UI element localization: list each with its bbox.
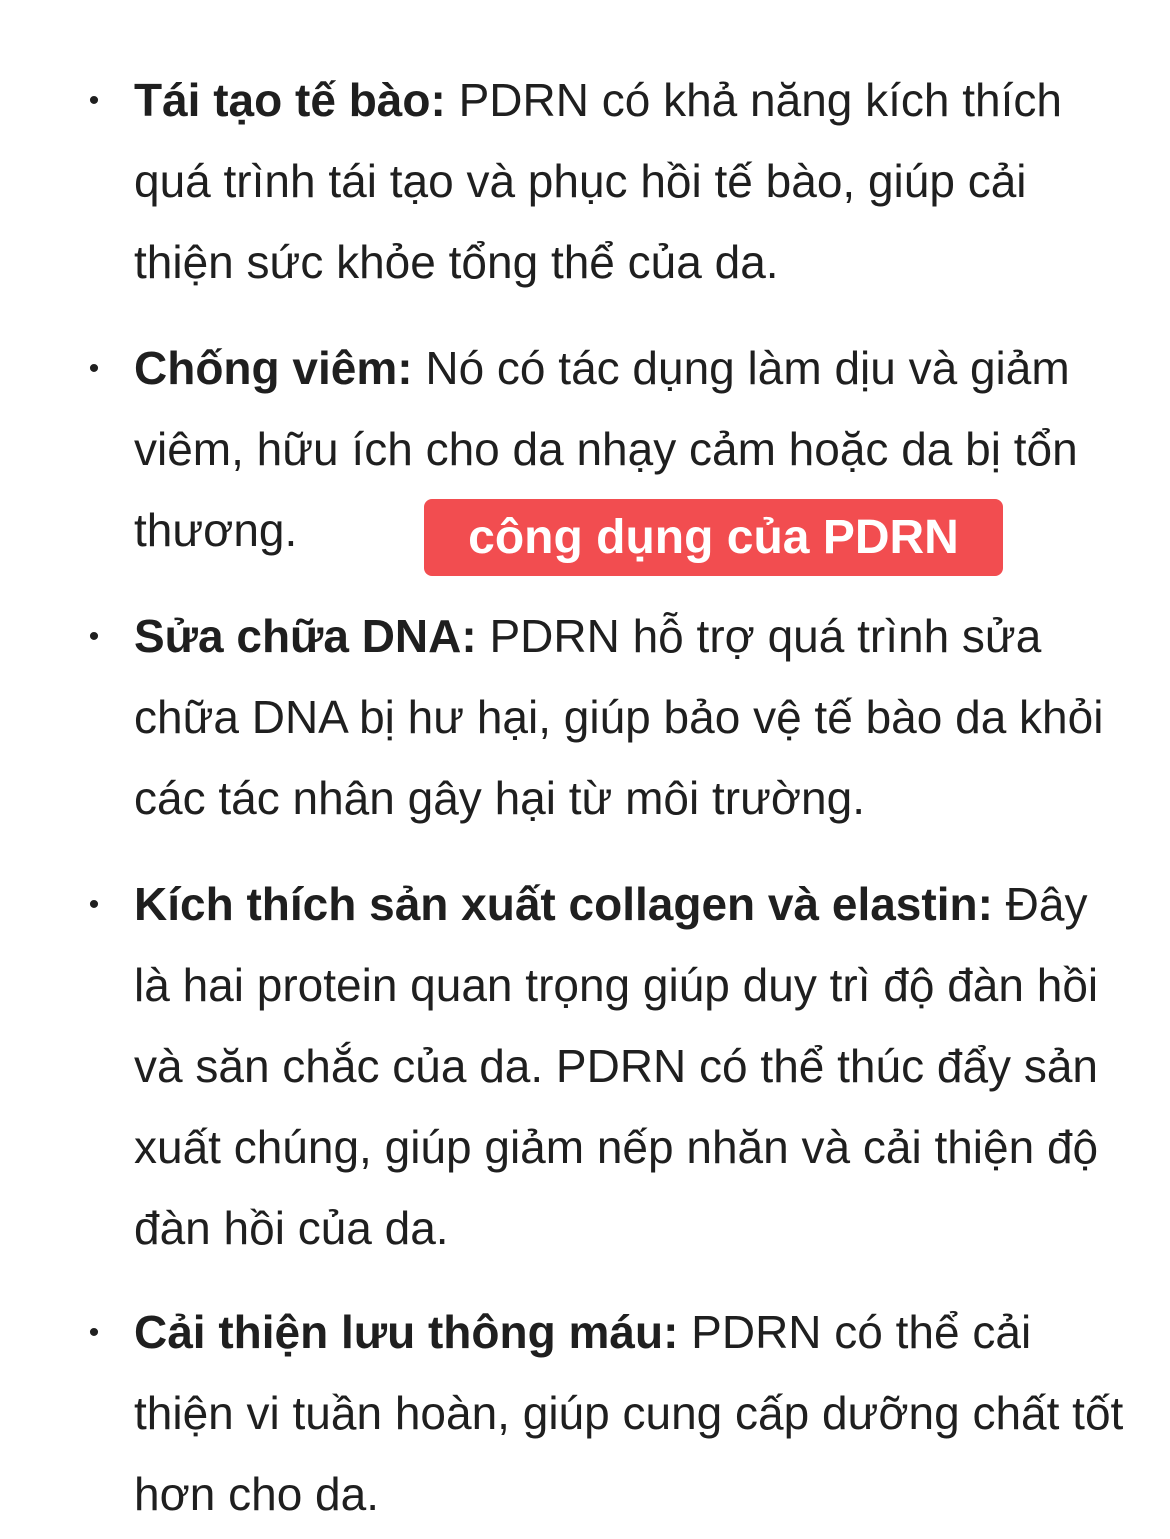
item-description: Đây là hai protein quan trọng giúp duy trì độ đàn hồi và săn chắc của da. PDRN có thể thúc đẩy sản xuất chúng, giúp giảm nếp nhăn và cải thiện độ đàn hồi của da. [134, 878, 1099, 1254]
list-item [88, 864, 1124, 1269]
item-description: PDRN có thể cải thiện vi tuần hoàn, giúp cung cấp dưỡng chất tốt hơn cho da. [134, 1306, 1124, 1520]
bullet-marker: • [88, 620, 100, 653]
list-item [88, 596, 1124, 839]
item-description: PDRN hỗ trợ quá trình sửa chữa DNA bị hư hại, giúp bảo vệ tế bào da khỏi các tác nhân gây hại từ môi trường. [134, 610, 1104, 824]
item-term: Cải thiện lưu thông máu: [134, 1306, 679, 1358]
item-description: PDRN có khả năng kích thích quá trình tái tạo và phục hồi tế bào, giúp cải thiện sức khỏe tổng thể của da. [134, 74, 1063, 288]
item-term: Tái tạo tế bào: [134, 74, 446, 126]
list-item [88, 60, 1124, 303]
item-description: Nó có tác dụng làm dịu và giảm viêm, hữu ích cho da nhạy cảm hoặc da bị tổn thương. [134, 342, 1078, 556]
title-badge: công dụng của PDRN [424, 499, 1003, 576]
bullet-marker: • [88, 84, 100, 117]
list-item [88, 1292, 1124, 1535]
item-term: Kích thích sản xuất collagen và elastin: [134, 878, 993, 930]
bullet-marker: • [88, 1316, 100, 1349]
item-term: Sửa chữa DNA: [134, 610, 477, 662]
bullet-marker: • [88, 352, 100, 385]
bullet-marker: • [88, 888, 100, 921]
item-term: Chống viêm: [134, 342, 413, 394]
